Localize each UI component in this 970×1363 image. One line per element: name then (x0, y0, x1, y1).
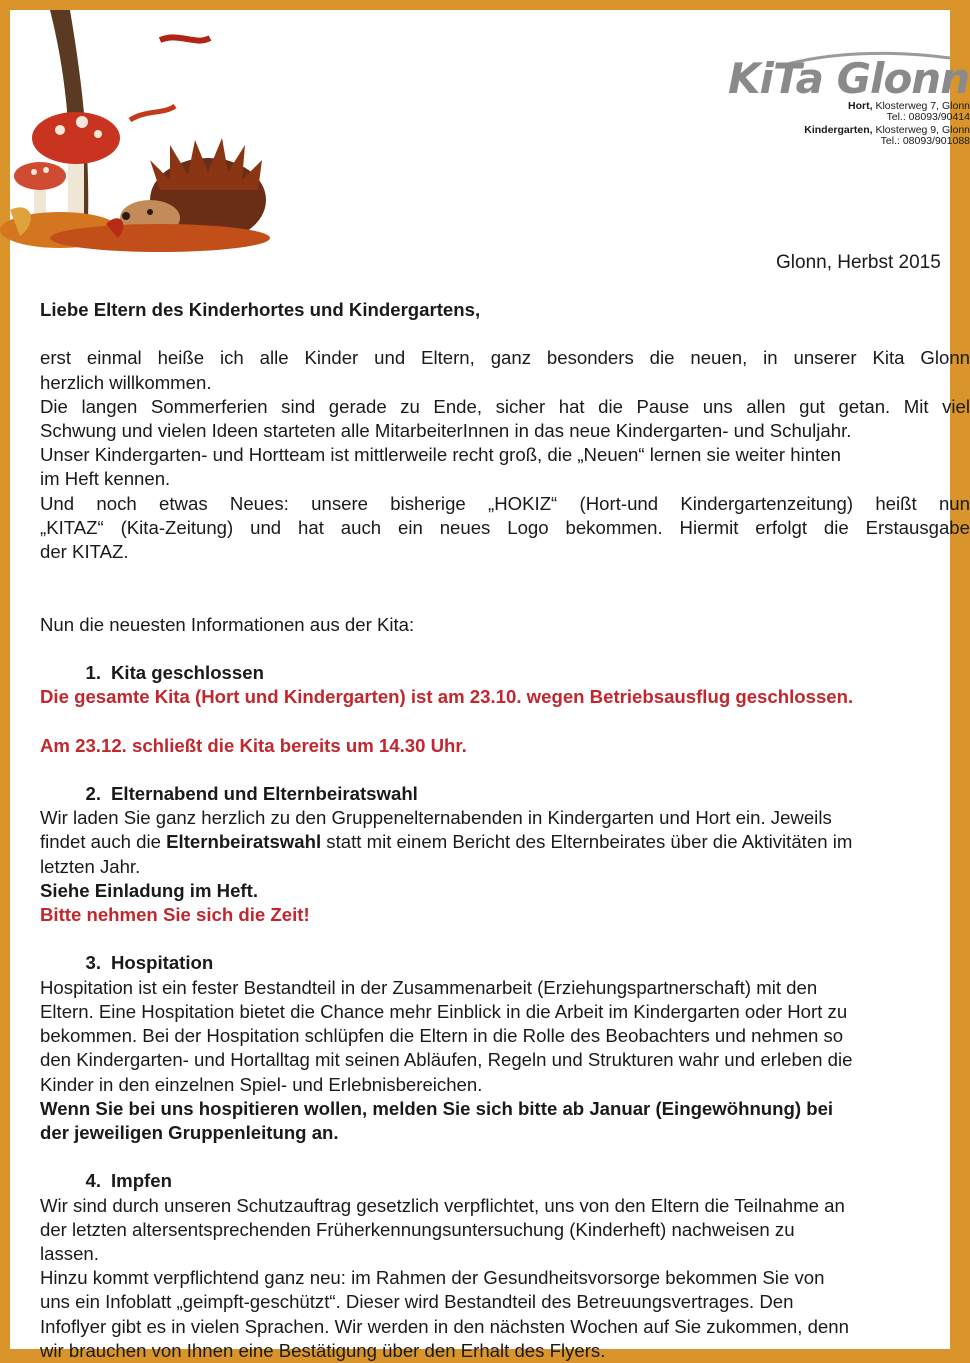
section-line: Hospitation ist ein fester Bestandteil in der Zusammenarbeit (Erziehungspartnerschaft) mit den (40, 976, 970, 1000)
section-line: Kinder in den einzelnen Spiel- und Erlebnisbereichen. (40, 1073, 970, 1097)
section-line: Hinzu kommt verpflichtend ganz neu: im Rahmen der Gesundheitsvorsorge bekommen Sie von (40, 1266, 970, 1290)
section-line: lassen. (40, 1242, 970, 1266)
section-bold-line: der jeweiligen Gruppenleitung an. (40, 1121, 970, 1145)
section-line: Eltern. Eine Hospitation bietet die Chance mehr Einblick in die Arbeit im Kindergarten oder Hort zu (40, 1000, 970, 1024)
intro-line: der KITAZ. (40, 540, 970, 564)
section-bold-line: Wenn Sie bei uns hospitieren wollen, melden Sie sich bitte ab Januar (Eingewöhnung) bei (40, 1097, 970, 1121)
section-line: letzten Jahr. (40, 855, 970, 879)
section-line: wir brauchen von Ihnen eine Bestätigung über den Erhalt des Flyers. (40, 1339, 970, 1363)
closure-notice: Die gesamte Kita (Hort und Kindergarten) ist am 23.10. wegen Betriebsausflug geschlossen. (40, 685, 970, 709)
section-bold-line: Siehe Einladung im Heft. (40, 879, 970, 903)
intro-line: „KITAZ“ (Kita-Zeitung) und hat auch ein neues Logo bekommen. Hiermit erfolgt die Erstausgabe (40, 516, 970, 540)
section-heading-2: 2. Elternabend und Elternbeiratswahl (40, 782, 970, 806)
section-heading-4: 4. Impfen (40, 1169, 970, 1193)
intro-line: Unser Kindergarten- und Hortteam ist mittlerweile recht groß, die „Neuen“ lernen sie weiter hinten (40, 443, 970, 467)
section-heading-3: 3. Hospitation (40, 951, 970, 975)
intro-line: erst einmal heiße ich alle Kinder und Eltern, ganz besonders die neuen, in unserer Kita Glonn (40, 346, 970, 370)
kita-logo-block (710, 50, 950, 160)
closure-notice: Am 23.12. schließt die Kita bereits um 14.30 Uhr. (40, 734, 970, 758)
letter-date: Glonn, Herbst 2015 (776, 252, 941, 274)
section-line: findet auch die Elternbeiratswahl statt mit einem Bericht des Elternbeirates über die Aktivitäten im (40, 830, 970, 854)
intro-line: Und noch etwas Neues: unsere bisherige „HOKIZ“ (Hort-und Kindergartenzeitung) heißt nun (40, 492, 970, 516)
intro-line: Schwung und vielen Ideen starteten alle MitarbeiterInnen in das neue Kindergarten- und Schuljahr. (40, 419, 970, 443)
kita-logo: KiTa Glonn (728, 54, 969, 103)
address-line: Tel.: 08093/90414 (887, 111, 970, 123)
autumn-illustration (10, 10, 270, 250)
section-line: den Kindergarten- und Hortalltag mit seinen Abläufen, Regeln und Strukturen wahr und erleben die (40, 1048, 970, 1072)
intro-line: Die langen Sommerferien sind gerade zu Ende, sicher hat die Pause uns allen gut getan. Mit viel (40, 395, 970, 419)
section-heading-1: 1. Kita geschlossen (40, 661, 970, 685)
address-line: Tel.: 08093/901088 (881, 135, 970, 147)
section-red-line: Bitte nehmen Sie sich die Zeit! (40, 903, 970, 927)
letter-page (10, 10, 950, 1349)
news-intro: Nun die neuesten Informationen aus der Kita: (40, 613, 970, 637)
section-line: Wir laden Sie ganz herzlich zu den Gruppenelternabenden in Kindergarten und Hort ein. Jeweils (40, 806, 970, 830)
section-line: uns ein Infoblatt „geimpft-geschützt“. Dieser wird Bestandteil des Betreuungsvertrages. Den (40, 1290, 970, 1314)
section-line: Infoflyer gibt es in vielen Sprachen. Wir werden in den nächsten Wochen auf Sie zukommen, denn (40, 1315, 970, 1339)
section-line: der letzten altersentsprechenden Früherkennungsuntersuchung (Kinderheft) nachweisen zu (40, 1218, 970, 1242)
letter-body (40, 298, 970, 1363)
section-line: Wir sind durch unseren Schutzauftrag gesetzlich verpflichtet, uns von den Eltern die Teilnahme an (40, 1194, 970, 1218)
greeting: Liebe Eltern des Kinderhortes und Kindergartens, (40, 298, 970, 322)
section-line: bekommen. Bei der Hospitation schlüpfen die Eltern in die Rolle des Beobachters und nehmen so (40, 1024, 970, 1048)
intro-line: im Heft kennen. (40, 467, 970, 491)
intro-line: herzlich willkommen. (40, 371, 970, 395)
address-line: Kindergarten, Klosterweg 9, Glonn (804, 124, 970, 136)
address-line: Hort, Klosterweg 7, Glonn (848, 100, 970, 112)
